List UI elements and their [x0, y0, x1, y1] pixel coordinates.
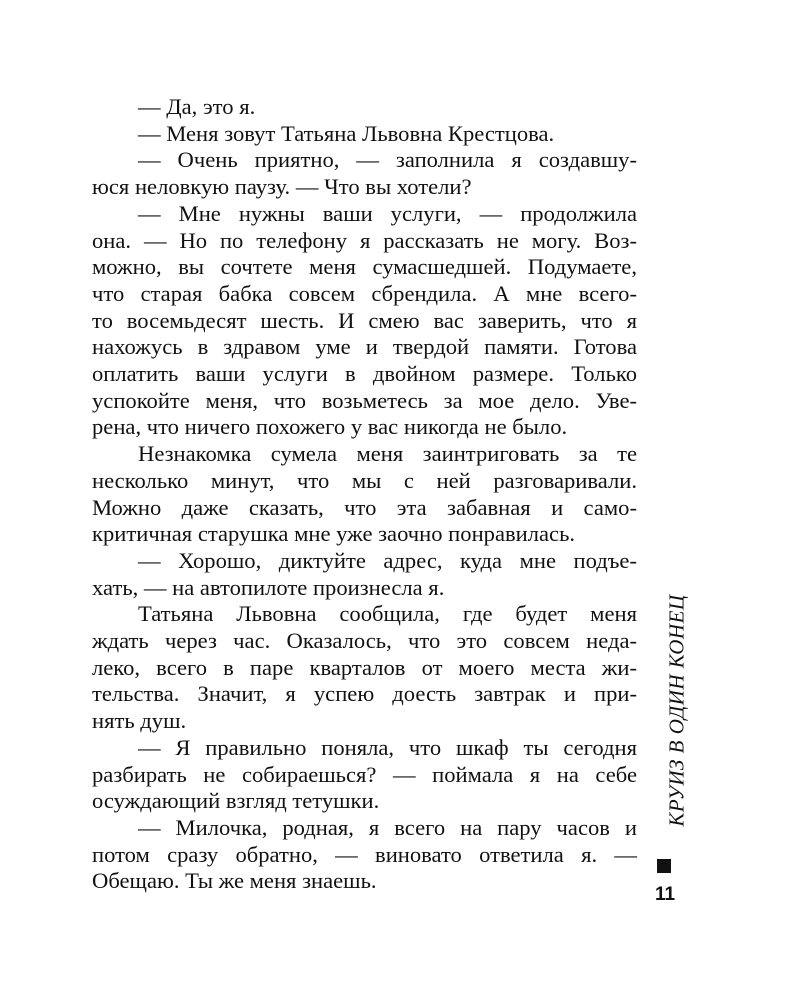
text-line: Можно даже сказать, что эта забавная и само-	[92, 494, 637, 520]
text-line: ждать через час. Оказалось, что это совсем неда-	[92, 628, 637, 654]
body-text	[92, 94, 637, 895]
square-marker-icon	[657, 859, 671, 873]
text-line: — Да, это я.	[138, 94, 256, 119]
text-line: то восемьдесят шесть. И смею вас заверить, что я	[92, 307, 637, 333]
text-line: нахожусь в здравом уме и твердой памяти. Готова	[92, 334, 637, 360]
text-line: осуждающий взгляд тетушки.	[92, 788, 380, 814]
running-title-text: КРУИЗ В ОДИН КОНЕЦ	[664, 593, 689, 827]
text-line: — Милочка, родная, я всего на пару часов и	[138, 814, 637, 840]
text-line: — Мне нужны ваши услуги, — продолжила	[138, 200, 637, 226]
text-line: рена, что ничего похожего у вас никогда не было.	[92, 414, 568, 440]
text-line: успокойте меня, что возьметесь за мое дело. Уве-	[92, 387, 637, 413]
text-line: что старая бабка совсем сбрендила. А мне всего-	[92, 280, 637, 306]
text-line: Обещаю. Ты же меня знаешь.	[92, 868, 377, 894]
text-line: хать, — на автопилоте произнесла я.	[92, 574, 445, 600]
text-line: леко, всего в паре кварталов от моего места жи-	[92, 654, 637, 680]
text-line: нять душ.	[92, 708, 187, 734]
text-line: — Очень приятно, — заполнила я создавшу-	[138, 147, 637, 173]
text-line: тельства. Значит, я успею доесть завтрак и при-	[92, 681, 637, 707]
text-line: — Хорошо, диктуйте адрес, куда мне подъе-	[138, 547, 637, 573]
text-line: можно, вы сочтете меня сумасшедшей. Подумаете,	[92, 254, 637, 280]
text-line: — Я правильно поняла, что шкаф ты сегодня	[138, 734, 637, 760]
text-line: юся неловкую паузу. — Что вы хотели?	[92, 174, 472, 200]
text-line: она. — Но по телефону я рассказать не могу. Воз-	[92, 227, 637, 253]
text-line: — Меня зовут Татьяна Львовна Крестцова.	[138, 120, 555, 146]
text-line: критичная старушка мне уже заочно понравилась.	[92, 521, 576, 547]
text-line: оплатить ваши услуги в двойном размере. Только	[92, 361, 637, 387]
running-title	[655, 560, 699, 860]
text-line: Татьяна Львовна сообщила, где будет меня	[138, 601, 637, 627]
text-line: разбирать не собираешься? — поймала я на себе	[92, 761, 637, 787]
text-line: потом сразу обратно, — виновато ответила я. —	[92, 841, 637, 867]
text-line: Незнакомка сумела меня заинтриговать за те	[138, 441, 637, 467]
page-number: 11	[654, 884, 676, 905]
text-line: несколько минут, что мы с ней разговаривали.	[92, 467, 637, 493]
